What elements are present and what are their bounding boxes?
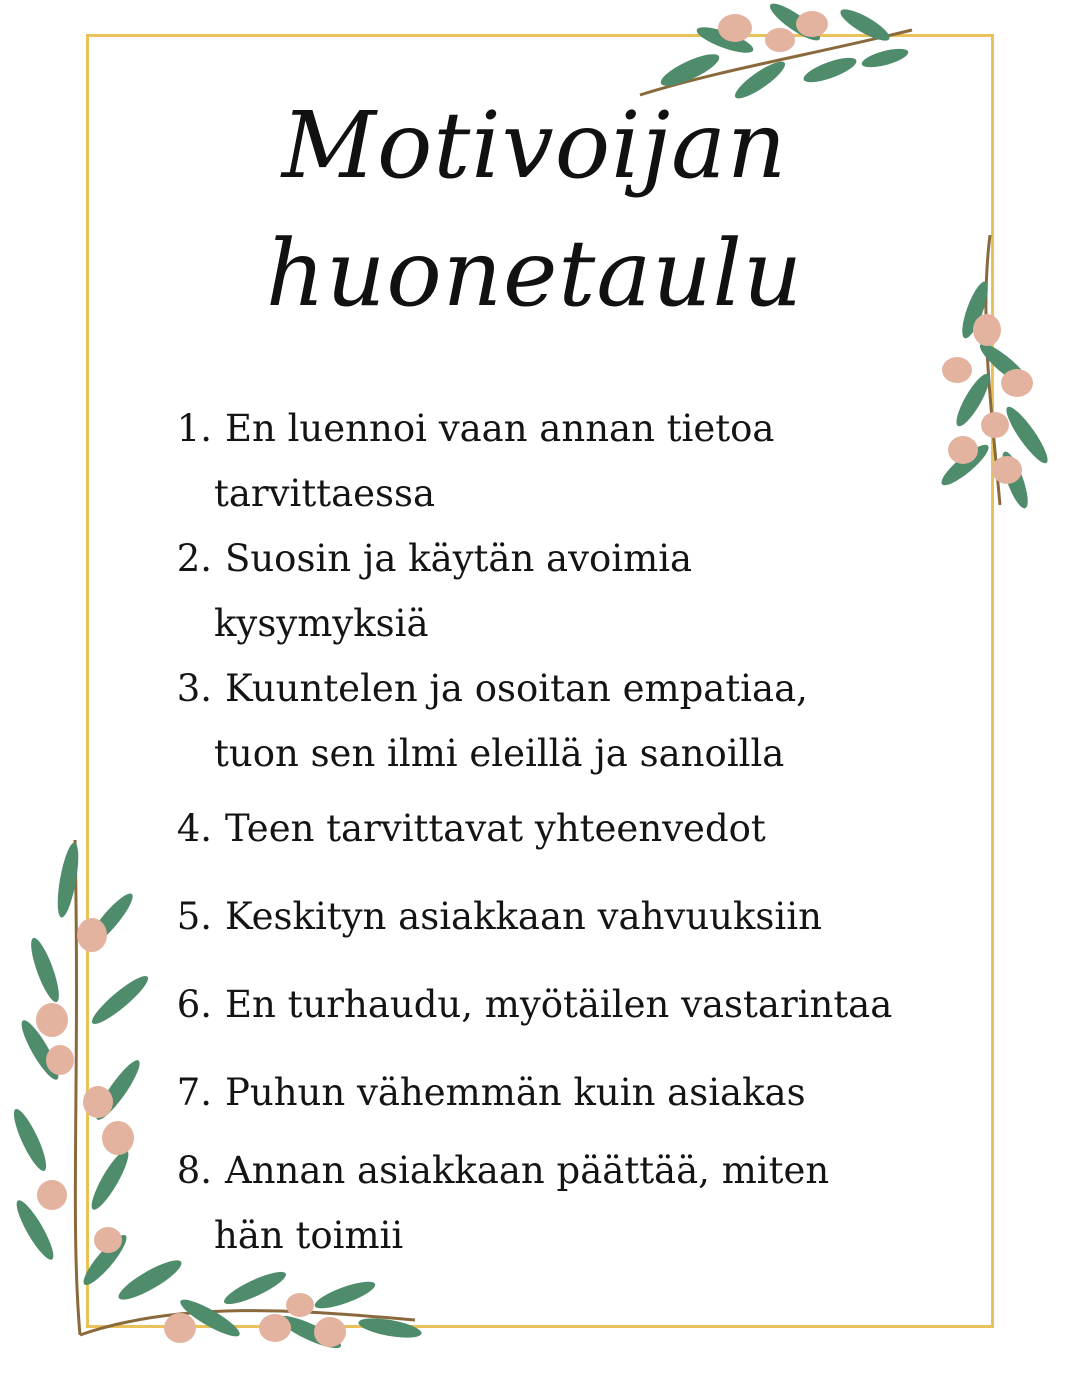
item-text: Annan asiakkaan päättää, miten — [225, 1149, 830, 1192]
title-line-2: huonetaulu — [265, 220, 804, 327]
item-number: 5. — [176, 895, 212, 938]
item-text: En luennoi vaan annan tietoa — [225, 407, 775, 450]
item-text-continued: kysymyksiä — [214, 602, 429, 645]
item-text: En turhaudu, myötäilen vastarintaa — [225, 983, 893, 1026]
item-text: Suosin ja käytän avoimia — [225, 537, 693, 580]
item-number: 6. — [176, 983, 212, 1026]
item-number: 7. — [176, 1071, 212, 1114]
item-text-continued: tuon sen ilmi eleillä ja sanoilla — [214, 732, 785, 775]
item-number: 3. — [176, 667, 212, 710]
item-text: Keskityn asiakkaan vahvuuksiin — [225, 895, 822, 938]
item-number: 8. — [176, 1149, 212, 1192]
item-text-continued: tarvittaessa — [214, 472, 436, 515]
item-text: Kuuntelen ja osoitan empatiaa, — [225, 667, 808, 710]
title-line-1: Motivoijan — [281, 92, 788, 199]
item-text: Puhun vähemmän kuin asiakas — [225, 1071, 806, 1114]
item-number: 2. — [176, 537, 212, 580]
item-number: 4. — [176, 807, 212, 850]
item-text: Teen tarvittavat yhteenvedot — [225, 807, 766, 850]
page-title — [0, 82, 1069, 338]
item-text-continued: hän toimii — [214, 1214, 404, 1257]
item-number: 1. — [176, 407, 212, 450]
